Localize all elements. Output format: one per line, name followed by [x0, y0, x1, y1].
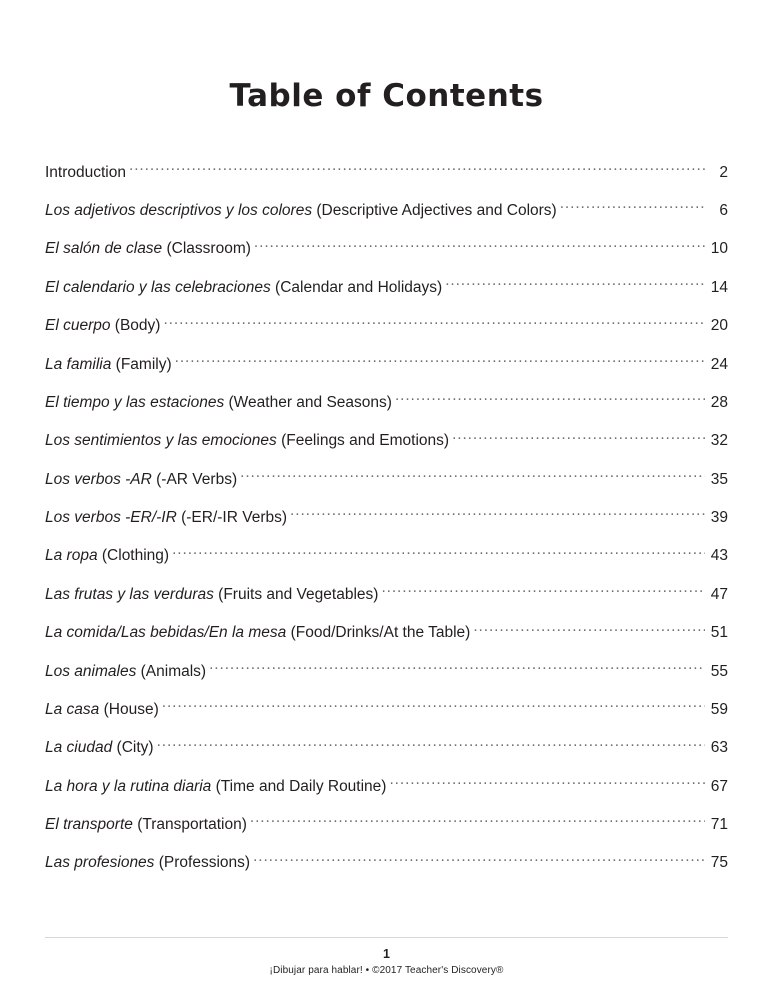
toc-entry-title-en: (Time and Daily Routine): [215, 777, 387, 795]
toc-entry-title-es: Los animales: [45, 662, 141, 680]
toc-entry-title-en: (Feelings and Emotions): [281, 432, 450, 450]
toc-entry[interactable]: [45, 545, 728, 566]
toc-entry-page-number: 55: [710, 662, 728, 680]
toc-entry[interactable]: [45, 238, 728, 259]
toc-entry-label: [45, 853, 250, 872]
toc-entry-label: [45, 508, 287, 527]
footer-credit: ¡Dibujar para hablar! • ©2017 Teacher's Discovery®: [269, 965, 504, 976]
toc-entry-leader-dots: [389, 775, 705, 791]
toc-entry-page-number: 2: [719, 163, 728, 181]
toc-entry-page-number: 47: [710, 585, 728, 603]
toc-entry-title-en: (-ER/-IR Verbs): [181, 509, 288, 527]
toc-entry[interactable]: [45, 622, 728, 643]
toc-entry-page-number: 32: [710, 432, 728, 450]
toc-entry-title-es: Las profesiones: [45, 854, 159, 872]
toc-entry-label: [45, 431, 449, 450]
page-title: Table of Contents: [229, 78, 544, 114]
toc-entry-title-es: La comida/Las bebidas/En la mesa: [45, 624, 291, 642]
toc-entry-leader-dots: [253, 852, 705, 868]
toc-entry-title-en: (Transportation): [137, 816, 247, 834]
toc-entry-leader-dots: [290, 507, 705, 523]
toc-entry-label: [45, 355, 172, 374]
toc-entry-title-en: (-AR Verbs): [156, 470, 238, 488]
toc-entry-title-en: (House): [103, 700, 159, 718]
toc-entry-label: [45, 278, 442, 297]
toc-entry-leader-dots: [250, 814, 705, 830]
toc-entry-title-es: La ropa: [45, 547, 102, 565]
toc-entry[interactable]: [45, 353, 728, 374]
toc-entry-title-es: La familia: [45, 355, 116, 373]
toc-entry-title-en: (Professions): [158, 854, 251, 872]
toc-entry[interactable]: [45, 276, 728, 297]
toc-entry-page-number: 28: [710, 393, 728, 411]
toc-entry-title-en: (Classroom): [166, 240, 251, 258]
toc-entry-page-number: 14: [710, 278, 728, 296]
toc-entry-title-es: El calendario y las celebraciones: [45, 278, 276, 296]
toc-entry-label: [45, 700, 159, 719]
toc-entry[interactable]: [45, 583, 728, 604]
toc-entry-title-en: (Descriptive Adjectives and Colors): [316, 202, 557, 220]
toc-entry-label: [45, 623, 470, 642]
toc-entry-label: [45, 662, 206, 681]
toc-entry-page-number: 63: [710, 739, 728, 757]
toc-entry-title-es: Los adjetivos descriptivos y los colores: [45, 202, 317, 220]
toc-entry[interactable]: [45, 507, 728, 528]
toc-entry-page-number: 71: [710, 816, 728, 834]
toc-entry-title-en: (Calendar and Holidays): [275, 278, 443, 296]
toc-entry[interactable]: [45, 737, 728, 758]
toc-entry-title-en: (Weather and Seasons): [228, 393, 392, 411]
toc-entry-leader-dots: [129, 161, 705, 177]
toc-entry-title-en: (Animals): [140, 662, 207, 680]
toc-entry-title-en: (Fruits and Vegetables): [218, 585, 379, 603]
toc-entry-title-en: (Clothing): [101, 547, 170, 565]
toc-entry-label: [45, 316, 160, 335]
toc-entry-title-en: (City): [116, 739, 154, 757]
toc-entry-page-number: 59: [710, 700, 728, 718]
toc-entry-label: [45, 585, 378, 604]
toc-entry-title-es: El tiempo y las estaciones: [45, 393, 229, 411]
toc-entry[interactable]: [45, 852, 728, 873]
toc-entry-leader-dots: [157, 737, 705, 753]
toc-entry-page-number: 35: [710, 470, 728, 488]
toc-entry-label: [45, 470, 237, 489]
toc-entry[interactable]: [45, 468, 728, 489]
toc-entry-title-en: (Body): [114, 317, 161, 335]
toc-entry-leader-dots: [473, 622, 705, 638]
toc-entry-page-number: 39: [710, 509, 728, 527]
toc-entry[interactable]: [45, 161, 728, 182]
toc-entry[interactable]: [45, 315, 728, 336]
toc-entry-title-es: El transporte: [45, 816, 138, 834]
toc-entry-leader-dots: [240, 468, 705, 484]
toc-entry[interactable]: [45, 391, 728, 412]
toc-entry-title-es: La casa: [45, 700, 104, 718]
toc-entry-label: [45, 393, 392, 412]
toc-entry-page-number: 67: [710, 777, 728, 795]
toc-entry-page-number: 10: [710, 240, 728, 258]
toc-entry-leader-dots: [560, 200, 705, 216]
toc-entry[interactable]: [45, 698, 728, 719]
toc-entry-label: [45, 777, 386, 796]
footer-page-number: 1: [383, 947, 390, 961]
footer-divider: [45, 937, 728, 938]
toc-entry-title-es: El cuerpo: [45, 317, 115, 335]
toc-entry-title-es: Los verbos -AR: [45, 470, 157, 488]
toc-entry-leader-dots: [452, 430, 705, 446]
toc-entry-leader-dots: [163, 315, 705, 331]
toc-entry-label: [45, 546, 169, 565]
toc-entry-title-es: Los verbos -ER/-IR: [45, 509, 182, 527]
toc-entry-label: [45, 815, 247, 834]
toc-entry-label: [45, 738, 154, 757]
toc-entry[interactable]: [45, 814, 728, 835]
toc-entry-page-number: 24: [710, 355, 728, 373]
toc-entry-title-en: Introduction: [45, 163, 126, 181]
toc-entry-title-es: Los sentimientos y las emociones: [45, 432, 282, 450]
toc-entry-page-number: 51: [710, 624, 728, 642]
toc-entry-label: [45, 163, 126, 182]
toc-entry-page-number: 20: [710, 317, 728, 335]
toc-entry-title-en: (Family): [115, 355, 172, 373]
page-footer: [45, 937, 728, 976]
toc-entry[interactable]: [45, 200, 728, 221]
toc-entry-leader-dots: [172, 545, 705, 561]
toc-list: [45, 161, 728, 873]
toc-entry-leader-dots: [162, 698, 705, 714]
toc-entry[interactable]: [45, 775, 728, 796]
toc-entry-leader-dots: [254, 238, 705, 254]
toc-entry-leader-dots: [395, 391, 705, 407]
toc-entry-leader-dots: [445, 276, 705, 292]
toc-entry[interactable]: [45, 430, 728, 451]
toc-entry-page-number: 43: [710, 547, 728, 565]
toc-entry-title-es: La hora y la rutina diaria: [45, 777, 216, 795]
toc-entry-title-es: El salón de clase: [45, 240, 167, 258]
toc-entry-title-es: La ciudad: [45, 739, 117, 757]
toc-entry-label: [45, 201, 557, 220]
toc-entry-page-number: 6: [719, 202, 728, 220]
toc-entry-leader-dots: [209, 660, 705, 676]
toc-entry-leader-dots: [381, 583, 705, 599]
toc-entry[interactable]: [45, 660, 728, 681]
toc-entry-label: [45, 239, 251, 258]
toc-entry-page-number: 75: [710, 854, 728, 872]
toc-entry-leader-dots: [175, 353, 705, 369]
toc-entry-title-es: Las frutas y las verduras: [45, 585, 219, 603]
toc-entry-title-en: (Food/Drinks/At the Table): [290, 624, 471, 642]
